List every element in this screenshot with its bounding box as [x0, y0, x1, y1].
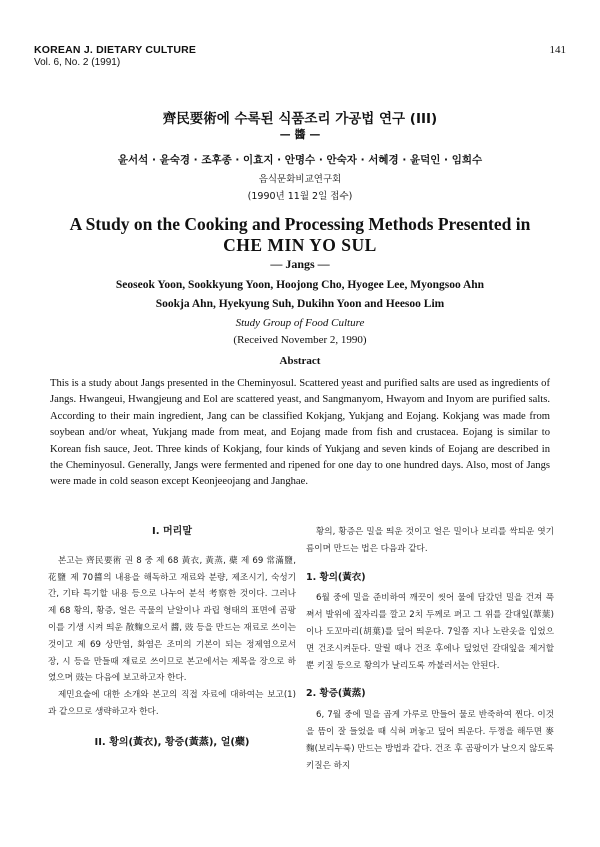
left-column — [48, 524, 296, 752]
english-title-line2: CHE MIN YO SUL — [223, 235, 377, 255]
english-affiliation: Study Group of Food Culture — [235, 317, 365, 329]
korean-subtitle: — 醬 — — [279, 128, 321, 141]
section2-intro-paragraph: 황의, 황증은 밀을 띄운 것이고 얼은 밀이나 보리를 싹틔운 엿기름이며 만드는 법은 다음과 같다. — [306, 527, 554, 554]
hwangjeung-paragraph: 6, 7월 중에 밀을 곱게 가루로 만들어 물로 반죽하여 찐다. 이것을 뜸이 잘 들었을 때 식혀 펴놓고 덮어 띄운다. 두껑을 해두면 麥麴(보리누룩) 만드는 방법과 같다. 건조 후 곰팡이가 날으지 않도록 키질은 하지 — [306, 710, 554, 771]
volume-info: Vol. 6, No. 2 (1991) — [34, 57, 121, 68]
korean-received-date: (1990년 11월 2일 접수) — [247, 191, 353, 202]
intro-paragraph-2: 제민요술에 대한 소개와 본고의 직접 자료에 대하여는 보고(1)과 같으므로 생략하고자 한다. — [48, 690, 296, 717]
intro-paragraph-1: 본고는 齊民要術 권 8 중 제 68 黃衣, 黃蒸, 蘗 제 69 常滿鹽, 花鹽 제 70醬의 내용을 해독하고 재료와 분량, 제조시기, 숙성기간, 기타 특기할 내용 등으로 나누어 분석 考察한 것이다. 그러나 제 68 황의, 황증, 얼은 곡물의 낟알이나 과립 형태의 표면에 곰팡이를 기생 시켜 띄운 散麴으로서 醬, 豉 등을 만드는 재료로 쓰이는 것이고 제 69 상만염, 화염은 조미의 기본이 되는 정제염으로서 장, 시 등을 만들때 재료로 쓰이므로 본고에서는 제목을 장으로 하였으며 豉는 다음에 보고하고자 한다. — [48, 555, 296, 684]
hwangeui-paragraph: 6월 중에 밀을 준비하여 깨끗이 씻어 물에 담갔던 밀을 건져 푹 쪄서 발위에 짚자리를 깔고 2치 두께로 펴고 그 위를 갈대잎(葦葉)이나 도꼬마리(胡葉)를 덮어 띄운다. 7일쯤 지나 노란옷을 입었으면 건조시켜둔다. 말릴 때나 건조 후에나 덮었던 갈대잎을 제거할 뿐 키질 등으로 황의가 날리도록 까불러서는 안된다. — [306, 593, 554, 671]
subheading-hwangjeung: 2. 황증(黃蒸) — [306, 688, 366, 700]
korean-authors: 윤서석 · 윤숙경 · 조후종 · 이효지 · 안명수 · 안숙자 · 서혜경 · 윤덕인 · 임희수 — [117, 154, 483, 166]
korean-affiliation: 음식문화비교연구회 — [258, 174, 342, 185]
english-received-date: (Received November 2, 1990) — [233, 334, 367, 346]
abstract-text: This is a study about Jangs presented in the Cheminyosul. Scattered yeast and purified salts are used as ingredients of Jangs. Hwangeui, Hwangjeung and Eol are scattered yeast, and Sangmanyom, Hwayom and Inyom are purified salts. According to their main ingredient, Jang can be classified Kokjang, Yukjang and Eojang. Kokjang was made from soybean and/or wheat, Yukjang made from meat, and Eojang made from fish and crustacea. Eojang is similar to Korean fish sauce, Jeot. Three kinds of Kokjang, four kinds of Yukjang and seven kinds of Eojang are described in the Cheminyosul. Generally, Jangs were fermented and ripened for one day to one hundred days. Also, most of Jangs were made in cold season except Keonjeeojang and Janghae. — [50, 378, 550, 488]
english-title-line1: A Study on the Cooking and Processing Methods Presented in — [69, 214, 531, 234]
korean-title: 齊民要術에 수록된 식품조리 가공법 연구 (III) — [162, 111, 438, 127]
right-column — [306, 524, 554, 774]
page-number: 141 — [549, 44, 566, 56]
section-heading-introduction: I. 머리말 — [152, 526, 192, 537]
english-authors-line2: Sookja Ahn, Hyekyung Suh, Dukihn Yoon and Heesoo Lim — [155, 298, 445, 310]
subheading-hwangeui: 1. 황의(黃衣) — [306, 571, 366, 583]
english-subtitle: — Jangs — — [270, 257, 330, 271]
journal-name: KOREAN J. DIETARY CULTURE — [34, 44, 197, 56]
abstract-heading: Abstract — [279, 355, 321, 367]
section-heading-hwangeui: II. 황의(黃衣), 황증(黃蒸), 얼(蘗) — [94, 736, 250, 748]
english-authors-line1: Seoseok Yoon, Sookkyung Yoon, Hoojong Cho, Hyogee Lee, Myongsoo Ahn — [115, 279, 485, 291]
